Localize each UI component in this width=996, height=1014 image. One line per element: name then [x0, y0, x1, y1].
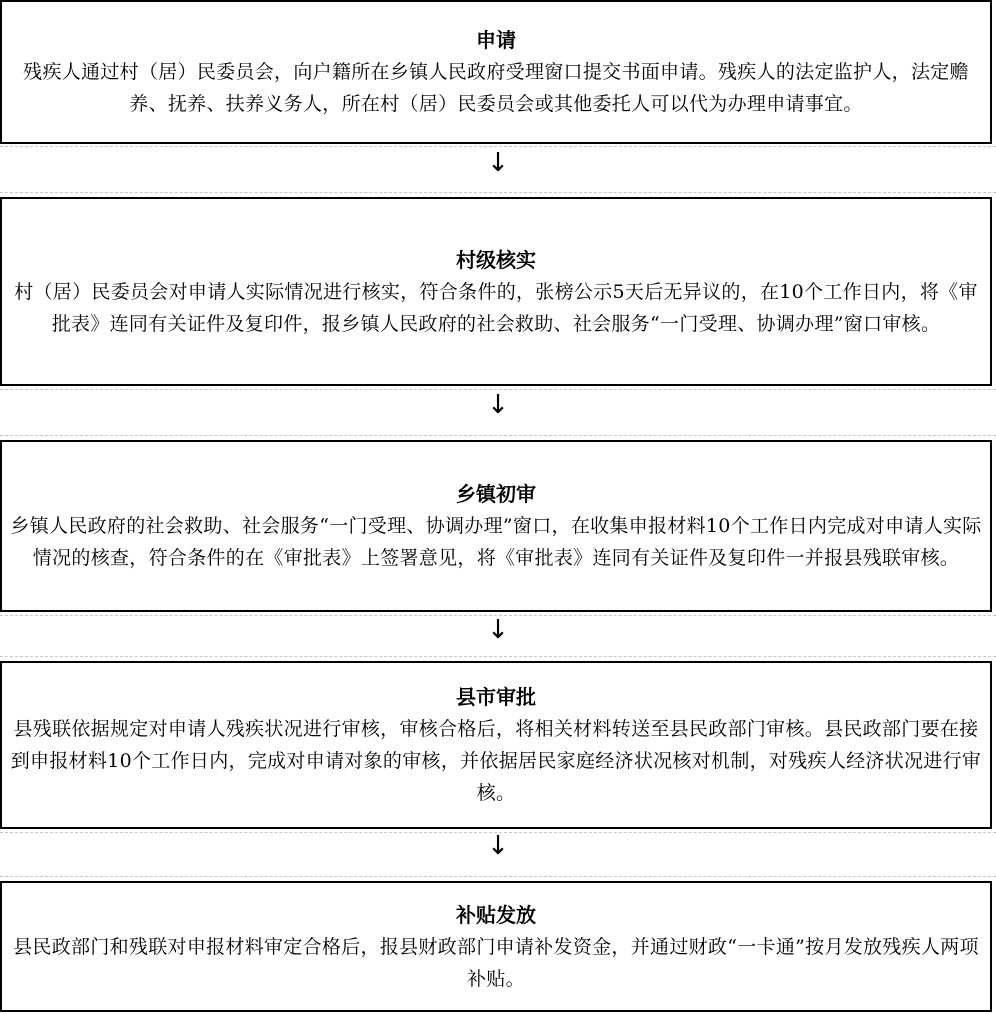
divider [0, 435, 996, 436]
step-title: 补贴发放 [456, 902, 536, 927]
divider [0, 146, 996, 147]
arrow-down-icon: ↓ [487, 831, 509, 861]
step-description: 县残联依据规定对申请人残疾状况进行审核，审核合格后，将相关材料转送至县民政部门审核。县民政部门要在接到申报材料10个工作日内，完成对申请对象的审核，并依据居民家庭经济状况核对机制，对残疾人经济状况进行审核。 [10, 718, 982, 804]
step-application [0, 0, 992, 144]
step-title: 乡镇初审 [456, 482, 536, 506]
step-county-approval [0, 661, 992, 829]
step-description: 村（居）民委员会对申请人实际情况进行核实，符合条件的，张榜公示5天后无异议的，在10个工作日内，将《审批表》连同有关证件及复印件，报乡镇人民政府的社会救助、社会服务“一门受理、协调办理”窗口审核。 [14, 280, 978, 335]
step-title: 县市审批 [456, 685, 536, 709]
divider [0, 192, 996, 193]
step-description: 残疾人通过村（居）民委员会，向户籍所在乡镇人民政府受理窗口提交书面申请。残疾人的法定监护人，法定赡养、抚养、扶养义务人，所在村（居）民委员会或其他委托人可以代为办理申请事宜。 [23, 61, 969, 115]
arrow-down-icon: ↓ [487, 615, 509, 645]
arrow-down-icon: ↓ [487, 390, 509, 420]
step-title: 村级核实 [456, 247, 536, 272]
step-description: 县民政部门和残联对申报材料审定合格后，报县财政部门申请补发资金，并通过财政“一卡通”按月发放残疾人两项补贴。 [13, 935, 979, 990]
step-description: 乡镇人民政府的社会救助、社会服务“一门受理、协调办理”窗口，在收集申报材料10个工作日内完成对申请人实际情况的核查，符合条件的在《审批表》上签署意见，将《审批表》连同有关证件及复印件一并报县残联审核。 [10, 515, 982, 569]
step-subsidy-distribution [0, 881, 992, 1012]
step-township-review [0, 440, 992, 612]
step-village-verification [0, 197, 992, 386]
arrow-down-icon: ↓ [487, 148, 509, 178]
step-title: 申请 [476, 28, 516, 52]
divider [0, 656, 996, 657]
divider [0, 876, 996, 877]
